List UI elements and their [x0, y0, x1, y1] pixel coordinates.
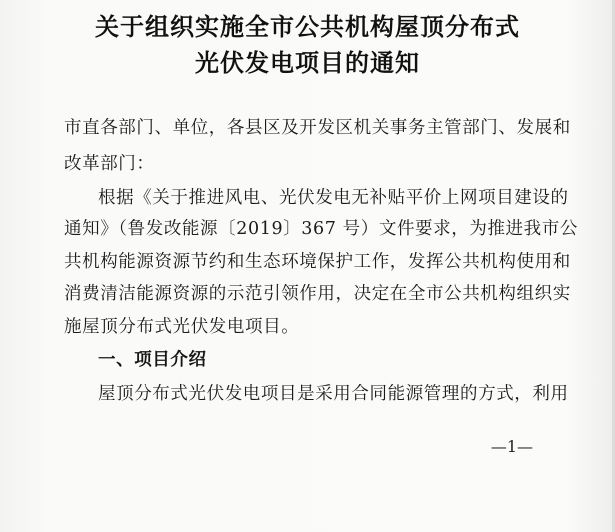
section-1-heading: 一、项目介绍 [98, 350, 207, 370]
document-title-line-2: 光伏发电项目的通知 [195, 49, 420, 77]
paragraph-1-line-5: 施屋顶分布式光伏发电项目。 [64, 317, 300, 337]
addressee-line-2: 改革部门： [64, 154, 155, 174]
page-number: —1— [490, 437, 533, 456]
addressee-line-1: 市直各部门、单位，各县区及开发区机关事务主管部门、发展和 [64, 118, 571, 138]
paragraph-1-line-1: 根据《关于推进风电、光伏发电无补贴平价上网项目建设的 [98, 188, 569, 208]
paragraph-1-line-2: 通知》（鲁发改能源〔2019〕367 号）文件要求，为推进我市公 [64, 219, 578, 239]
paragraph-1-line-3: 共机构能源资源节约和生态环境保护工作，发挥公共机构使用和 [64, 252, 571, 272]
document-title-line-1: 关于组织实施全市公共机构屋顶分布式 [95, 13, 520, 41]
section-1-line-1: 屋顶分布式光伏发电项目是采用合同能源管理的方式，利用 [98, 384, 569, 404]
paragraph-1-line-4: 消费清洁能源资源的示范引领作用，决定在全市公共机构组织实 [64, 284, 571, 304]
